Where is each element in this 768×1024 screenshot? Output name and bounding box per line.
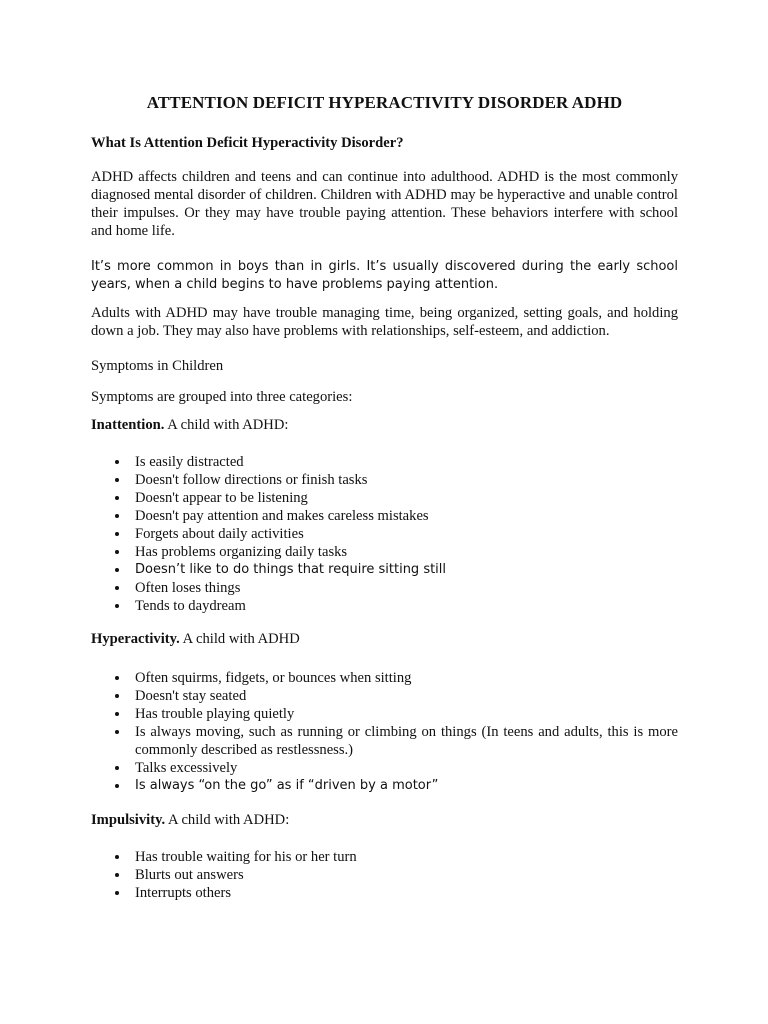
- list-item: Interrupts others: [91, 884, 678, 902]
- list-item: Has problems organizing daily tasks: [91, 543, 678, 561]
- hyperactivity-list: [91, 669, 678, 795]
- impulsivity-text: A child with ADHD:: [165, 812, 290, 828]
- inattention-heading: [91, 416, 678, 434]
- paragraph-intro: ADHD affects children and teens and can continue into adulthood. ADHD is the most commonly diagnosed mental disorder of children. Children with ADHD may be hyperactive and unable control their impulses. Or they may have trouble paying attention. These behaviors interfere with school and home life.: [91, 169, 678, 239]
- hyperactivity-text: A child with ADHD: [179, 631, 300, 647]
- hyperactivity-heading: [91, 630, 678, 648]
- list-item: Often squirms, fidgets, or bounces when sitting: [91, 669, 678, 687]
- list-item: Doesn't appear to be listening: [91, 489, 678, 507]
- symptoms-intro: Symptoms are grouped into three categories:: [91, 389, 353, 405]
- list-item: Has trouble playing quietly: [91, 705, 678, 723]
- symptoms-heading: Symptoms in Children: [91, 358, 224, 374]
- list-item: Doesn’t like to do things that require sitting still: [91, 561, 678, 579]
- impulsivity-label: Impulsivity.: [91, 812, 166, 828]
- section-heading: What Is Attention Deficit Hyperactivity Disorder?: [91, 135, 404, 151]
- hyperactivity-label: Hyperactivity.: [91, 631, 180, 647]
- list-item: Talks excessively: [91, 759, 678, 777]
- list-item: Blurts out answers: [91, 866, 678, 884]
- paragraph-adults: Adults with ADHD may have trouble managing time, being organized, setting goals, and holding down a job. They may also have problems with relationships, self-esteem, and addiction.: [91, 305, 678, 339]
- inattention-label: Inattention.: [91, 417, 165, 433]
- list-item: Has trouble waiting for his or her turn: [91, 848, 678, 866]
- list-item: Is easily distracted: [91, 453, 678, 471]
- list-item: Doesn't follow directions or finish tasks: [91, 471, 678, 489]
- paragraph-prevalence: It’s more common in boys than in girls. It’s usually discovered during the early school years, when a child begins to have problems paying attention.: [91, 259, 678, 292]
- list-item: Doesn't pay attention and makes careless mistakes: [91, 507, 678, 525]
- impulsivity-heading: [91, 811, 678, 829]
- document-body: [91, 92, 678, 901]
- inattention-text: A child with ADHD:: [164, 417, 289, 433]
- impulsivity-list: [91, 848, 678, 902]
- list-item: Tends to daydream: [91, 597, 678, 615]
- list-item: Is always “on the go” as if “driven by a motor”: [91, 777, 678, 795]
- page-title: ATTENTION DEFICIT HYPERACTIVITY DISORDER ADHD: [146, 93, 623, 112]
- list-item: Doesn't stay seated: [91, 687, 678, 705]
- inattention-list: [91, 453, 678, 615]
- list-item: Forgets about daily activities: [91, 525, 678, 543]
- list-item: Is always moving, such as running or climbing on things (In teens and adults, this is more commonly described as restlessness.): [91, 723, 678, 759]
- list-item: Often loses things: [91, 579, 678, 597]
